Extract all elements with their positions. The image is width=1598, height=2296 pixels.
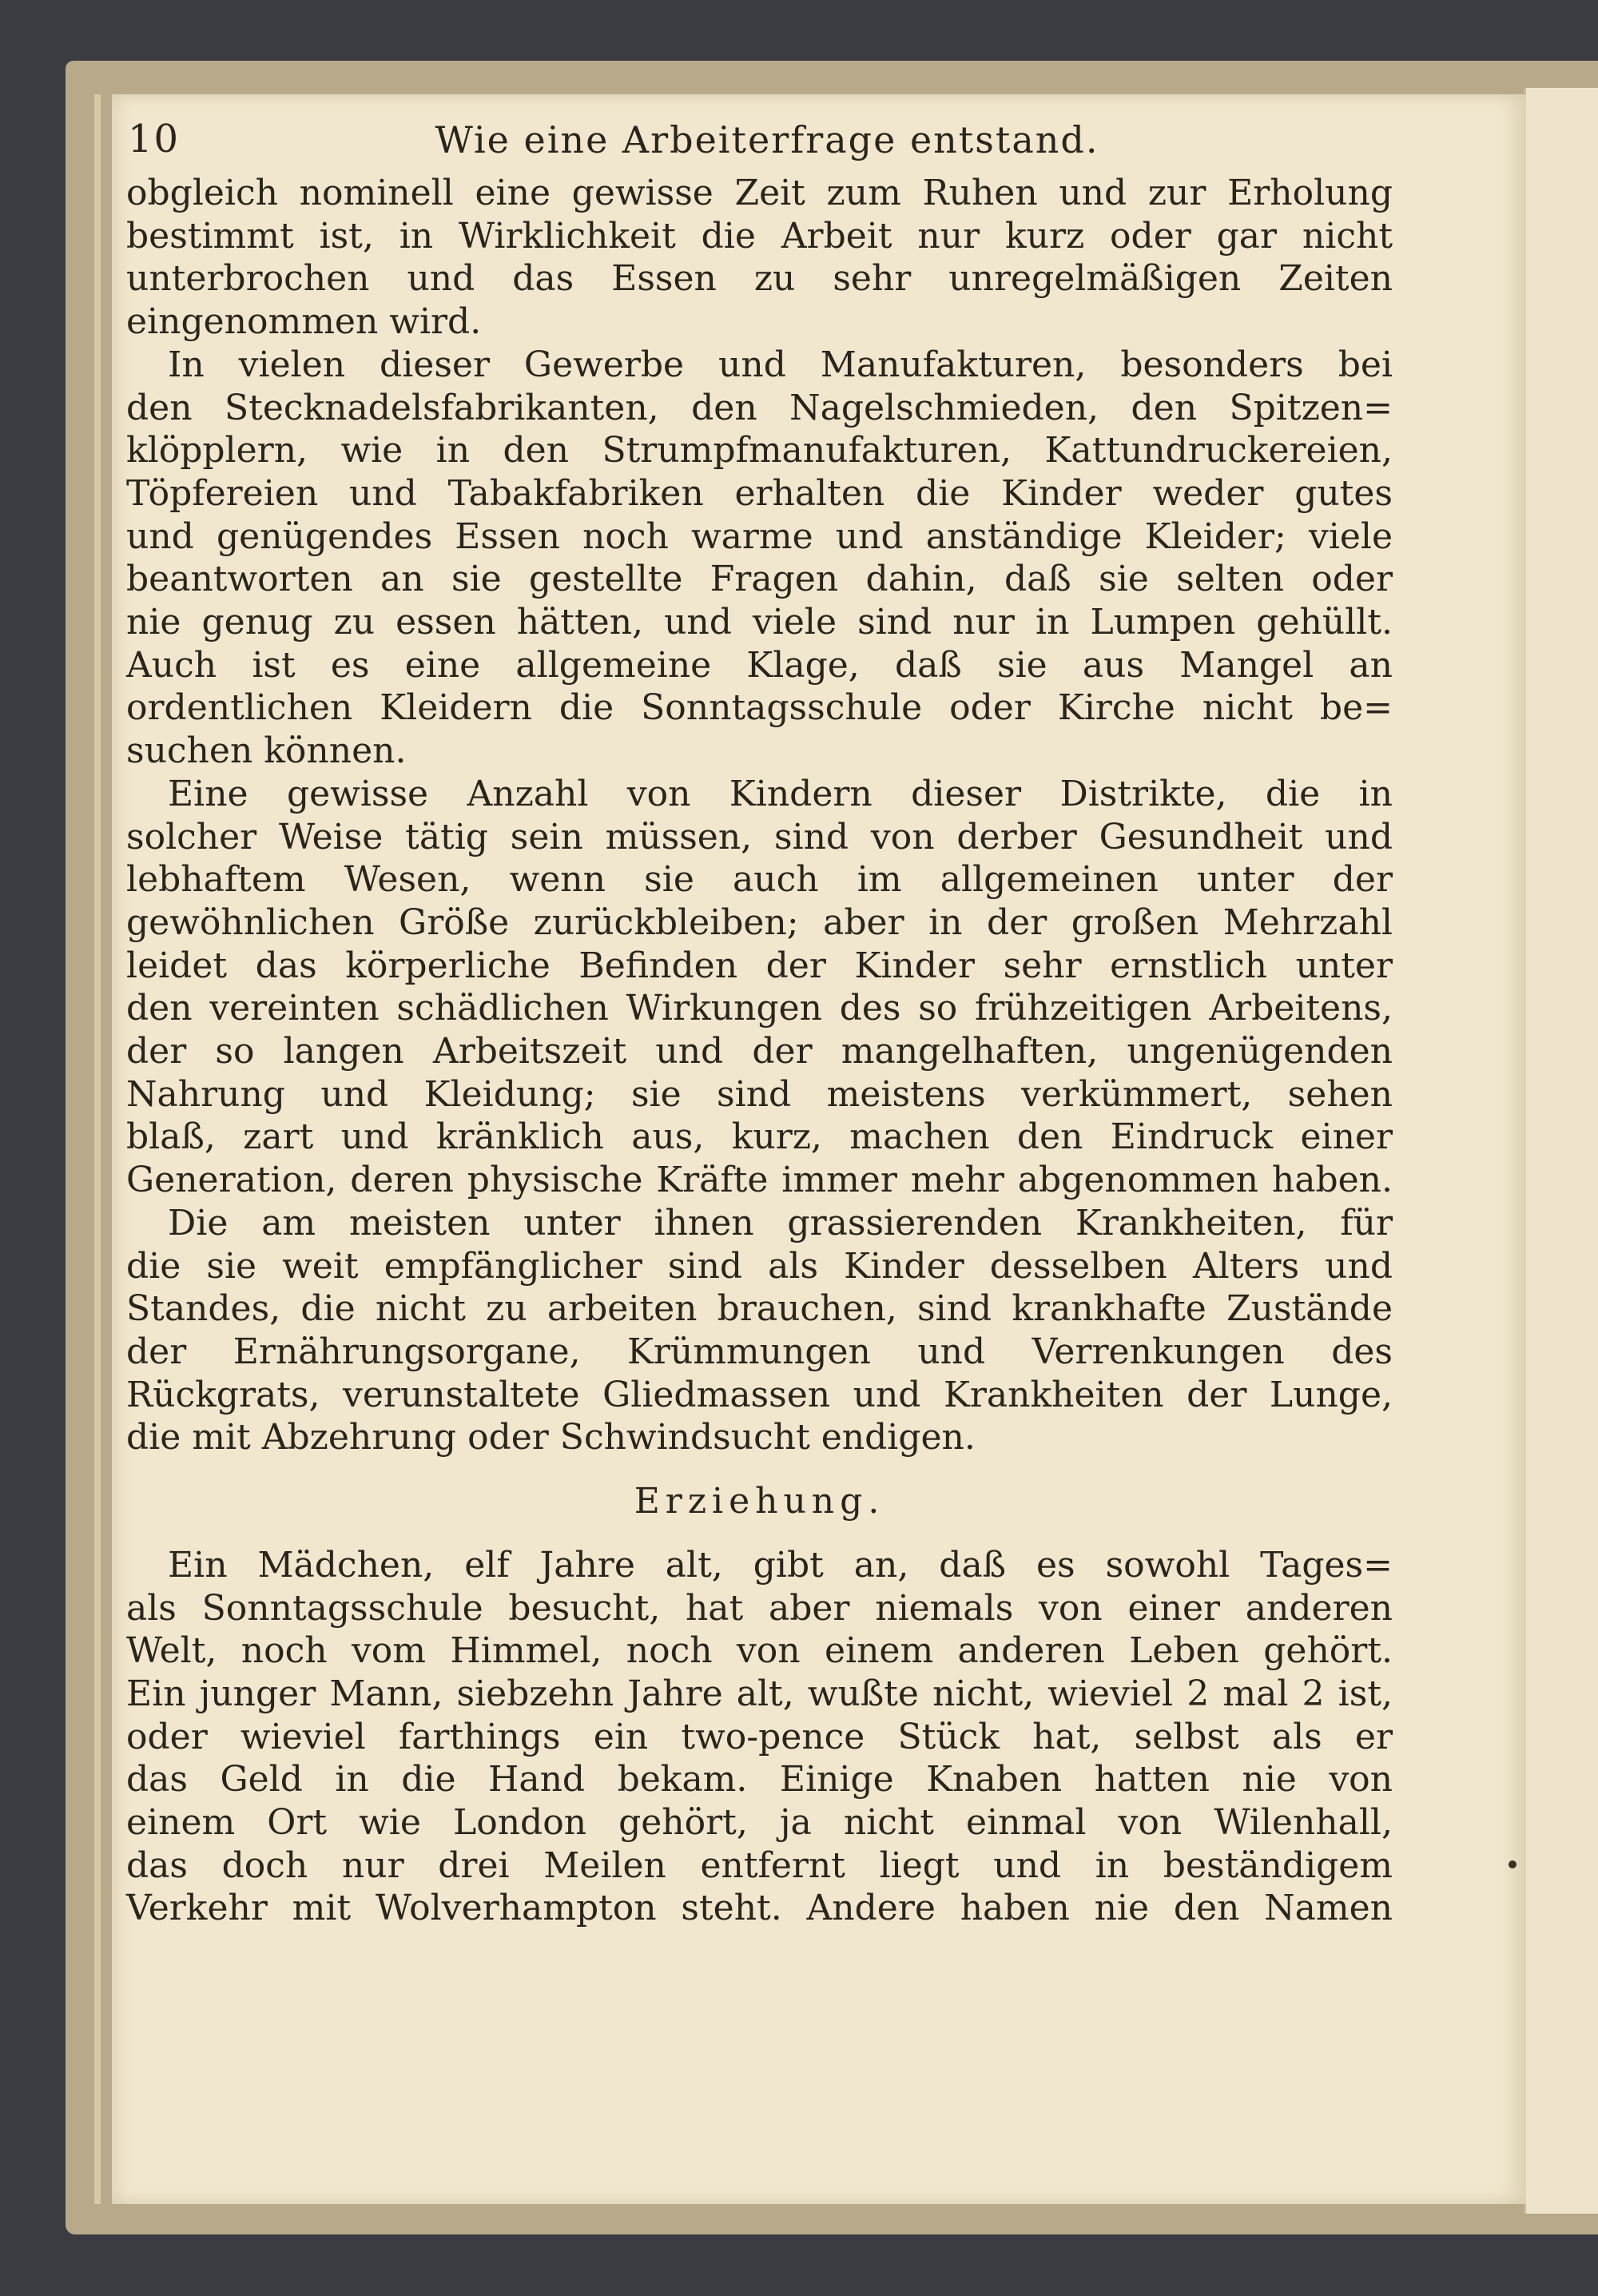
text-line: Ein Mädchen, elf Jahre alt, gibt an, daß es sowohl Tages= <box>168 1544 1393 1586</box>
text-line: Generation, deren physische Kräfte immer mehr abgenommen haben. <box>126 1160 1393 1201</box>
text-line: ordentlichen Kleidern die Sonntagsschule oder Kirche nicht be= <box>126 687 1393 729</box>
section-heading: Erziehung. <box>634 1481 885 1522</box>
paragraph-4 <box>126 1202 1393 1459</box>
text-line: Auch ist es eine allgemeine Klage, daß sie aus Mangel an <box>126 644 1393 686</box>
text-line: In vielen dieser Gewerbe und Manufakturen, besonders bei <box>168 344 1393 385</box>
text-line: bestimmt ist, in Wirklichkeit die Arbeit nur kurz oder gar nicht <box>126 215 1393 257</box>
page-header <box>128 104 1406 176</box>
running-title: Wie eine Arbeiterfrage entstand. <box>435 118 1099 161</box>
text-line: klöpplern, wie in den Strumpfmanufakturen, Kattundruckereien, <box>126 430 1393 472</box>
text-line: Verkehr mit Wolverhampton steht. Andere haben nie den Namen <box>126 1888 1393 1929</box>
text-line: oder wieviel farthings ein two-pence Stück hat, selbst als er <box>126 1716 1393 1757</box>
text-line: Ein junger Mann, siebzehn Jahre alt, wußte nicht, wieviel 2 mal 2 ist, <box>126 1673 1393 1714</box>
text-line: unterbrochen und das Essen zu sehr unregelmäßigen Zeiten <box>126 258 1393 300</box>
text-line: als Sonntagsschule besucht, hat aber niemals von einer anderen <box>126 1587 1393 1629</box>
text-line: nie genug zu essen hätten, und viele sind nur in Lumpen gehüllt. <box>126 602 1393 643</box>
text-line: suchen können. <box>126 730 407 772</box>
paragraph-2 <box>126 344 1393 773</box>
text-line: den Stecknadelsfabrikanten, den Nagelschmieden, den Spitzen= <box>126 387 1393 428</box>
text-line: die mit Abzehrung oder Schwindsucht endigen. <box>126 1417 976 1458</box>
paragraph-5 <box>126 1544 1393 1930</box>
text-line: und genügendes Essen noch warme und anständige Kleider; viele <box>126 515 1393 557</box>
text-line: eingenommen wird. <box>126 301 482 343</box>
text-line: Die am meisten unter ihnen grassierenden Krankheiten, für <box>168 1202 1393 1244</box>
text-line: solcher Weise tätig sein müssen, sind von derber Gesundheit und <box>126 816 1393 858</box>
page-number: 10 <box>128 117 181 161</box>
ink-speck <box>1509 1860 1517 1868</box>
text-line: das doch nur drei Meilen entfernt liegt und in beständigem <box>126 1844 1393 1886</box>
text-line: der Ernährungsorgane, Krümmungen und Verrenkungen des <box>126 1331 1393 1372</box>
text-line: das Geld in die Hand bekam. Einige Knaben hatten nie von <box>126 1759 1393 1801</box>
text-line: lebhaftem Wesen, wenn sie auch im allgemeinen unter der <box>126 859 1393 901</box>
text-line: blaß, zart und kränklich aus, kurz, machen den Eindruck einer <box>126 1116 1393 1158</box>
text-line: den vereinten schädlichen Wirkungen des so frühzeitigen Arbeitens, <box>126 988 1393 1029</box>
paragraph-1 <box>126 172 1393 344</box>
paragraph-3 <box>126 773 1393 1202</box>
text-line: Welt, noch vom Himmel, noch von einem anderen Leben gehört. <box>126 1630 1393 1672</box>
text-line: Rückgrats, verunstaltete Gliedmassen und Krankheiten der Lunge, <box>126 1374 1393 1415</box>
text-line: beantworten an sie gestellte Fragen dahin, daß sie selten oder <box>126 559 1393 600</box>
book-page-edges <box>1524 88 1598 2214</box>
text-line: gewöhnlichen Größe zurückbleiben; aber in der großen Mehrzahl <box>126 901 1393 943</box>
text-line: Töpfereien und Tabakfabriken erhalten die Kinder weder gutes <box>126 472 1393 514</box>
text-line: der so langen Arbeitszeit und der mangelhaften, ungenügenden <box>126 1031 1393 1072</box>
page-gutter <box>94 94 101 2204</box>
text-line: leidet das körperliche Befinden der Kinder sehr ernstlich unter <box>126 945 1393 986</box>
page-body <box>126 172 1393 1930</box>
text-line: Standes, die nicht zu arbeiten brauchen, sind krankhafte Zustände <box>126 1288 1393 1330</box>
text-line: Nahrung und Kleidung; sie sind meistens verkümmert, sehen <box>126 1073 1393 1115</box>
text-line: einem Ort wie London gehört, ja nicht einmal von Wilenhall, <box>126 1802 1393 1844</box>
text-line: Eine gewisse Anzahl von Kindern dieser Distrikte, die in <box>168 773 1393 814</box>
text-line: obgleich nominell eine gewisse Zeit zum Ruhen und zur Erholung <box>126 173 1393 213</box>
text-line: die sie weit empfänglicher sind als Kinder desselben Alters und <box>126 1245 1393 1287</box>
